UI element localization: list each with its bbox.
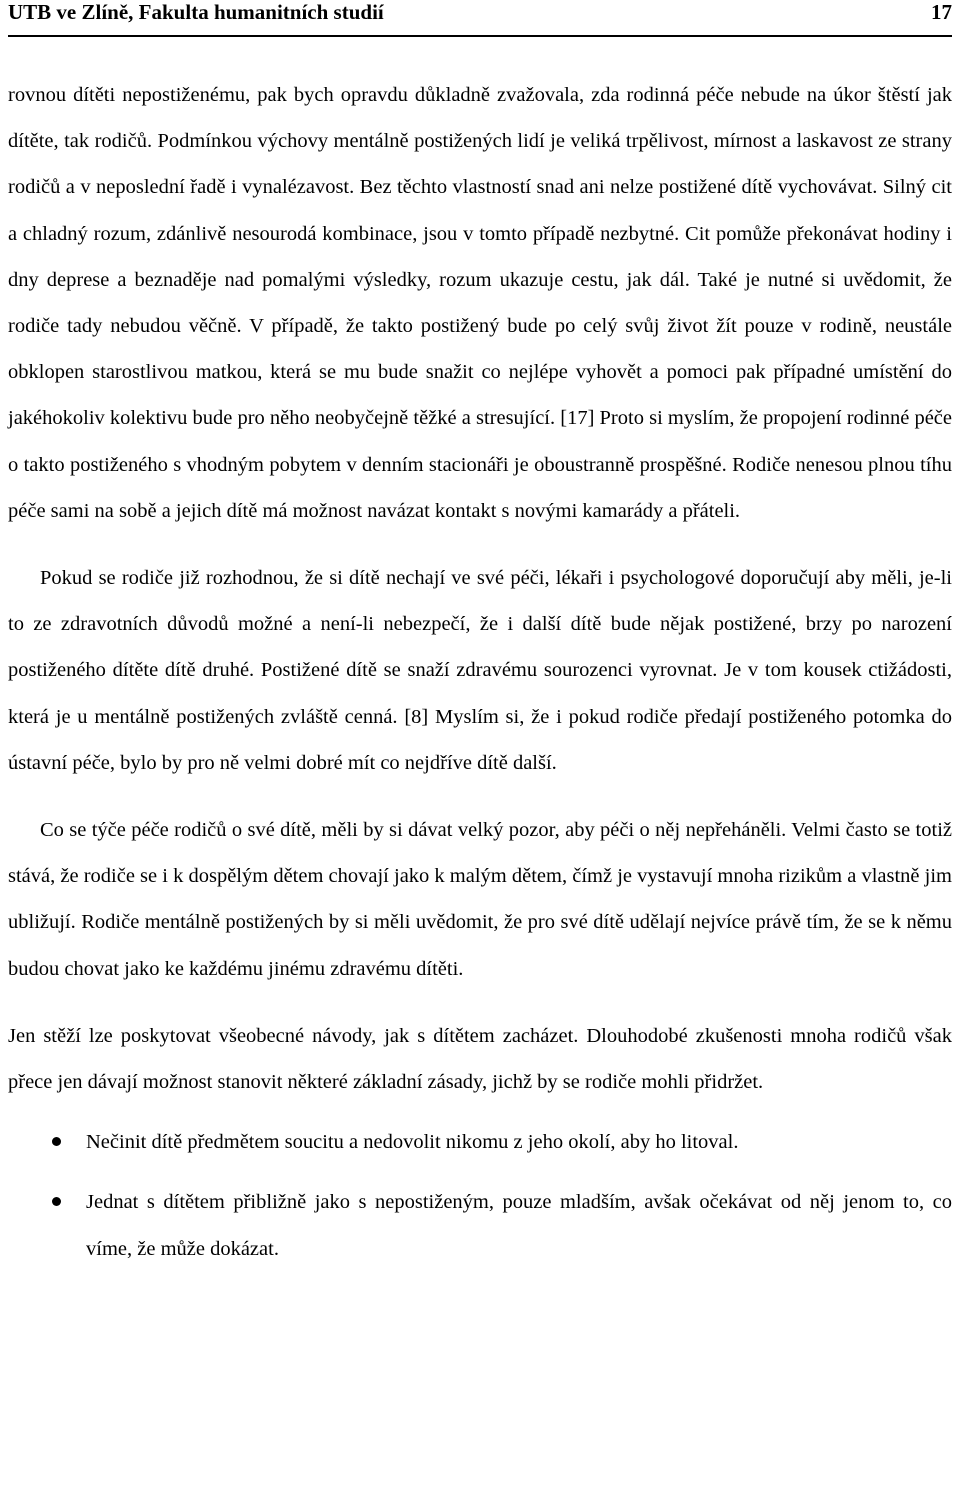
guideline-list bbox=[8, 1119, 952, 1272]
list-item-text: Nečinit dítě předmětem soucitu a nedovolit nikomu z jeho okolí, aby ho litoval. bbox=[86, 1131, 739, 1154]
list-item bbox=[8, 1179, 952, 1271]
paragraph-continuation: rovnou dítěti nepostiženému, pak bych opravdu důkladně zvažovala, zda rodinná péče nebude na úkor štěstí jak dítěte, tak rodičů. Podmínkou výchovy mentálně postižených lidí je veliká trpělivost, mírnost a laskavost ze strany rodičů a v neposlední řadě i vynalézavost. Bez těchto vlastností snad ani nelze postižené dítě vychovávat. Silný cit a chladný rozum, zdánlivě nesourodá kombinace, jsou v tomto případě nezbytné. Cit pomůže překonávat hodiny i dny deprese a beznaděje nad pomalými výsledky, rozum ukazuje cestu, jak dál. Také je nutné si uvědomit, že rodiče tady nebudou věčně. V případě, že takto postižený bude po celý svůj život žít pouze v rodině, neustále obklopen starostlivou matkou, která se mu bude snažit co nejlépe vyhovět a pomoci pak případné umístění do jakéhokoliv kolektivu bude pro něho neobyčejně těžké a stresující. [17] Proto si myslím, že propojení rodinné péče o takto postiženého s vhodným pobytem v denním stacionáři je oboustranně prospěšné. Rodiče nenesou plnou tíhu péče sami na sobě a jejich dítě má možnost navázat kontakt s novými kamarády a přáteli. bbox=[8, 84, 952, 522]
list-item-text: Jednat s dítětem přibližně jako s nepostiženým, pouze mladším, avšak očekávat od něj jenom to, co víme, že může dokázat. bbox=[86, 1191, 952, 1260]
page-number: 17 bbox=[931, 0, 952, 24]
header-divider bbox=[8, 35, 952, 37]
document-body bbox=[8, 72, 952, 1272]
paragraph-overprotection: Co se týče péče rodičů o své dítě, měli by si dávat velký pozor, aby péči o něj nepřeháněli. Velmi často se totiž stává, že rodiče se i k dospělým dětem chovají jako k malým dětem, čímž je vystavují mnoha rizikům a vlastně jim ubližují. Rodiče mentálně postižených by si měli uvědomit, že pro své dítě udělají nejvíce právě tím, že se k němu budou chovat jako ke každému jinému zdravému dítěti. bbox=[8, 819, 952, 980]
bullet-icon bbox=[52, 1137, 61, 1146]
bullet-icon bbox=[52, 1197, 61, 1206]
paragraph-guidelines: Jen stěží lze poskytovat všeobecné návody, jak s dítětem zacházet. Dlouhodobé zkušenosti mnoha rodičů však přece jen dávají možnost stanovit některé základní zásady, jichž by se rodiče mohli přidržet. bbox=[8, 1024, 952, 1094]
header-title: UTB ve Zlíně, Fakulta humanitních studií bbox=[8, 0, 384, 24]
paragraph-siblings: Pokud se rodiče již rozhodnou, že si dítě nechají ve své péči, lékaři i psychologové doporučují aby měli, je-li to ze zdravotních důvodů možné a není-li nebezpečí, že i další dítě bude nějak postižené, brzy po narození postiženého dítěte dítě druhé. Postižené dítě se snaží zdravému sourozenci vyrovnat. Je v tom kousek ctižádosti, která je u mentálně postižených zvláště cenná. [8] Myslím si, že i pokud rodiče předají postiženého potomka do ústavní péče, bylo by pro ně velmi dobré mít co nejdříve dítě další. bbox=[8, 567, 952, 774]
list-item bbox=[8, 1119, 952, 1165]
page-header bbox=[8, 0, 952, 30]
